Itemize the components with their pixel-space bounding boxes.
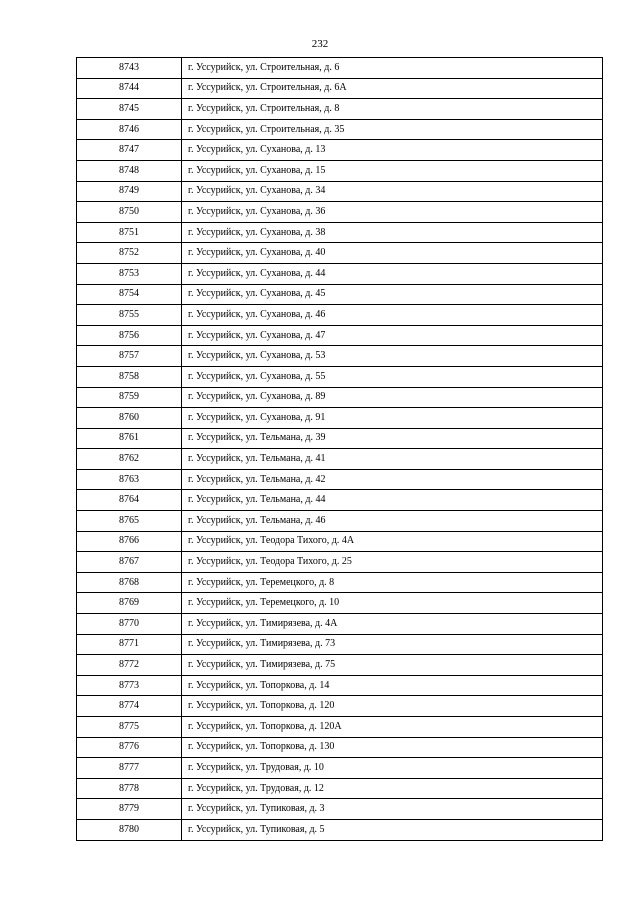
table-row — [77, 490, 603, 511]
address-cell: г. Уссурийск, ул. Тельмана, д. 46 — [182, 511, 603, 532]
table-row — [77, 758, 603, 779]
address-cell: г. Уссурийск, ул. Суханова, д. 36 — [182, 202, 603, 223]
row-number-cell: 8774 — [77, 696, 182, 717]
address-cell: г. Уссурийск, ул. Тимирязева, д. 4А — [182, 614, 603, 635]
row-number-cell: 8775 — [77, 717, 182, 738]
address-cell: г. Уссурийск, ул. Строительная, д. 35 — [182, 119, 603, 140]
row-number-cell: 8753 — [77, 263, 182, 284]
address-cell: г. Уссурийск, ул. Тельмана, д. 42 — [182, 469, 603, 490]
address-cell: г. Уссурийск, ул. Строительная, д. 8 — [182, 99, 603, 120]
table-row — [77, 119, 603, 140]
address-cell: г. Уссурийск, ул. Суханова, д. 55 — [182, 366, 603, 387]
row-number-cell: 8766 — [77, 531, 182, 552]
address-cell: г. Уссурийск, ул. Теодора Тихого, д. 25 — [182, 552, 603, 573]
table-row — [77, 305, 603, 326]
table-row — [77, 449, 603, 470]
table-row — [77, 160, 603, 181]
row-number-cell: 8758 — [77, 366, 182, 387]
table-row — [77, 366, 603, 387]
table-row — [77, 696, 603, 717]
table-row — [77, 222, 603, 243]
row-number-cell: 8754 — [77, 284, 182, 305]
address-cell: г. Уссурийск, ул. Тупиковая, д. 3 — [182, 799, 603, 820]
row-number-cell: 8748 — [77, 160, 182, 181]
address-cell: г. Уссурийск, ул. Суханова, д. 15 — [182, 160, 603, 181]
row-number-cell: 8768 — [77, 572, 182, 593]
table-row — [77, 799, 603, 820]
page-number: 232 — [311, 38, 329, 50]
address-cell: г. Уссурийск, ул. Тельмана, д. 44 — [182, 490, 603, 511]
address-cell: г. Уссурийск, ул. Суханова, д. 44 — [182, 263, 603, 284]
address-cell: г. Уссурийск, ул. Тимирязева, д. 75 — [182, 655, 603, 676]
address-cell: г. Уссурийск, ул. Суханова, д. 13 — [182, 140, 603, 161]
table-row — [77, 387, 603, 408]
address-cell: г. Уссурийск, ул. Тельмана, д. 41 — [182, 449, 603, 470]
row-number-cell: 8752 — [77, 243, 182, 264]
address-cell: г. Уссурийск, ул. Тельмана, д. 39 — [182, 428, 603, 449]
address-cell: г. Уссурийск, ул. Топоркова, д. 14 — [182, 675, 603, 696]
row-number-cell: 8771 — [77, 634, 182, 655]
address-cell: г. Уссурийск, ул. Строительная, д. 6А — [182, 78, 603, 99]
table-row — [77, 819, 603, 840]
address-cell: г. Уссурийск, ул. Теремецкого, д. 8 — [182, 572, 603, 593]
table-row — [77, 675, 603, 696]
address-cell: г. Уссурийск, ул. Суханова, д. 47 — [182, 325, 603, 346]
address-cell: г. Уссурийск, ул. Суханова, д. 45 — [182, 284, 603, 305]
table-row — [77, 634, 603, 655]
row-number-cell: 8773 — [77, 675, 182, 696]
table-row — [77, 572, 603, 593]
table-row — [77, 58, 603, 79]
table-row — [77, 202, 603, 223]
row-number-cell: 8765 — [77, 511, 182, 532]
address-cell: г. Уссурийск, ул. Топоркова, д. 120А — [182, 717, 603, 738]
table-row — [77, 78, 603, 99]
table-row — [77, 614, 603, 635]
table-row — [77, 243, 603, 264]
address-cell: г. Уссурийск, ул. Теремецкого, д. 10 — [182, 593, 603, 614]
row-number-cell: 8747 — [77, 140, 182, 161]
table-row — [77, 140, 603, 161]
table-row — [77, 284, 603, 305]
table-row — [77, 99, 603, 120]
row-number-cell: 8751 — [77, 222, 182, 243]
address-cell: г. Уссурийск, ул. Суханова, д. 34 — [182, 181, 603, 202]
address-table — [76, 57, 603, 841]
address-table-body — [77, 58, 603, 841]
address-cell: г. Уссурийск, ул. Суханова, д. 46 — [182, 305, 603, 326]
row-number-cell: 8756 — [77, 325, 182, 346]
address-cell: г. Уссурийск, ул. Тимирязева, д. 73 — [182, 634, 603, 655]
address-cell: г. Уссурийск, ул. Суханова, д. 38 — [182, 222, 603, 243]
row-number-cell: 8762 — [77, 449, 182, 470]
address-cell: г. Уссурийск, ул. Тупиковая, д. 5 — [182, 819, 603, 840]
row-number-cell: 8761 — [77, 428, 182, 449]
row-number-cell: 8767 — [77, 552, 182, 573]
table-row — [77, 552, 603, 573]
row-number-cell: 8780 — [77, 819, 182, 840]
address-cell: г. Уссурийск, ул. Топоркова, д. 120 — [182, 696, 603, 717]
address-cell: г. Уссурийск, ул. Суханова, д. 89 — [182, 387, 603, 408]
table-row — [77, 325, 603, 346]
row-number-cell: 8760 — [77, 408, 182, 429]
address-cell: г. Уссурийск, ул. Суханова, д. 53 — [182, 346, 603, 367]
row-number-cell: 8769 — [77, 593, 182, 614]
row-number-cell: 8745 — [77, 99, 182, 120]
table-row — [77, 511, 603, 532]
row-number-cell: 8776 — [77, 737, 182, 758]
address-cell: г. Уссурийск, ул. Топоркова, д. 130 — [182, 737, 603, 758]
address-cell: г. Уссурийск, ул. Трудовая, д. 10 — [182, 758, 603, 779]
row-number-cell: 8770 — [77, 614, 182, 635]
row-number-cell: 8749 — [77, 181, 182, 202]
row-number-cell: 8772 — [77, 655, 182, 676]
row-number-cell: 8755 — [77, 305, 182, 326]
address-cell: г. Уссурийск, ул. Суханова, д. 91 — [182, 408, 603, 429]
address-cell: г. Уссурийск, ул. Теодора Тихого, д. 4А — [182, 531, 603, 552]
row-number-cell: 8779 — [77, 799, 182, 820]
row-number-cell: 8764 — [77, 490, 182, 511]
table-row — [77, 737, 603, 758]
row-number-cell: 8778 — [77, 778, 182, 799]
row-number-cell: 8750 — [77, 202, 182, 223]
address-cell: г. Уссурийск, ул. Суханова, д. 40 — [182, 243, 603, 264]
row-number-cell: 8743 — [77, 58, 182, 79]
table-row — [77, 346, 603, 367]
row-number-cell: 8759 — [77, 387, 182, 408]
row-number-cell: 8763 — [77, 469, 182, 490]
row-number-cell: 8744 — [77, 78, 182, 99]
row-number-cell: 8777 — [77, 758, 182, 779]
table-row — [77, 181, 603, 202]
table-row — [77, 263, 603, 284]
table-row — [77, 408, 603, 429]
row-number-cell: 8757 — [77, 346, 182, 367]
table-row — [77, 531, 603, 552]
table-row — [77, 593, 603, 614]
table-row — [77, 655, 603, 676]
table-row — [77, 778, 603, 799]
table-row — [77, 717, 603, 738]
table-row — [77, 469, 603, 490]
address-cell: г. Уссурийск, ул. Трудовая, д. 12 — [182, 778, 603, 799]
table-row — [77, 428, 603, 449]
address-cell: г. Уссурийск, ул. Строительная, д. 6 — [182, 58, 603, 79]
row-number-cell: 8746 — [77, 119, 182, 140]
